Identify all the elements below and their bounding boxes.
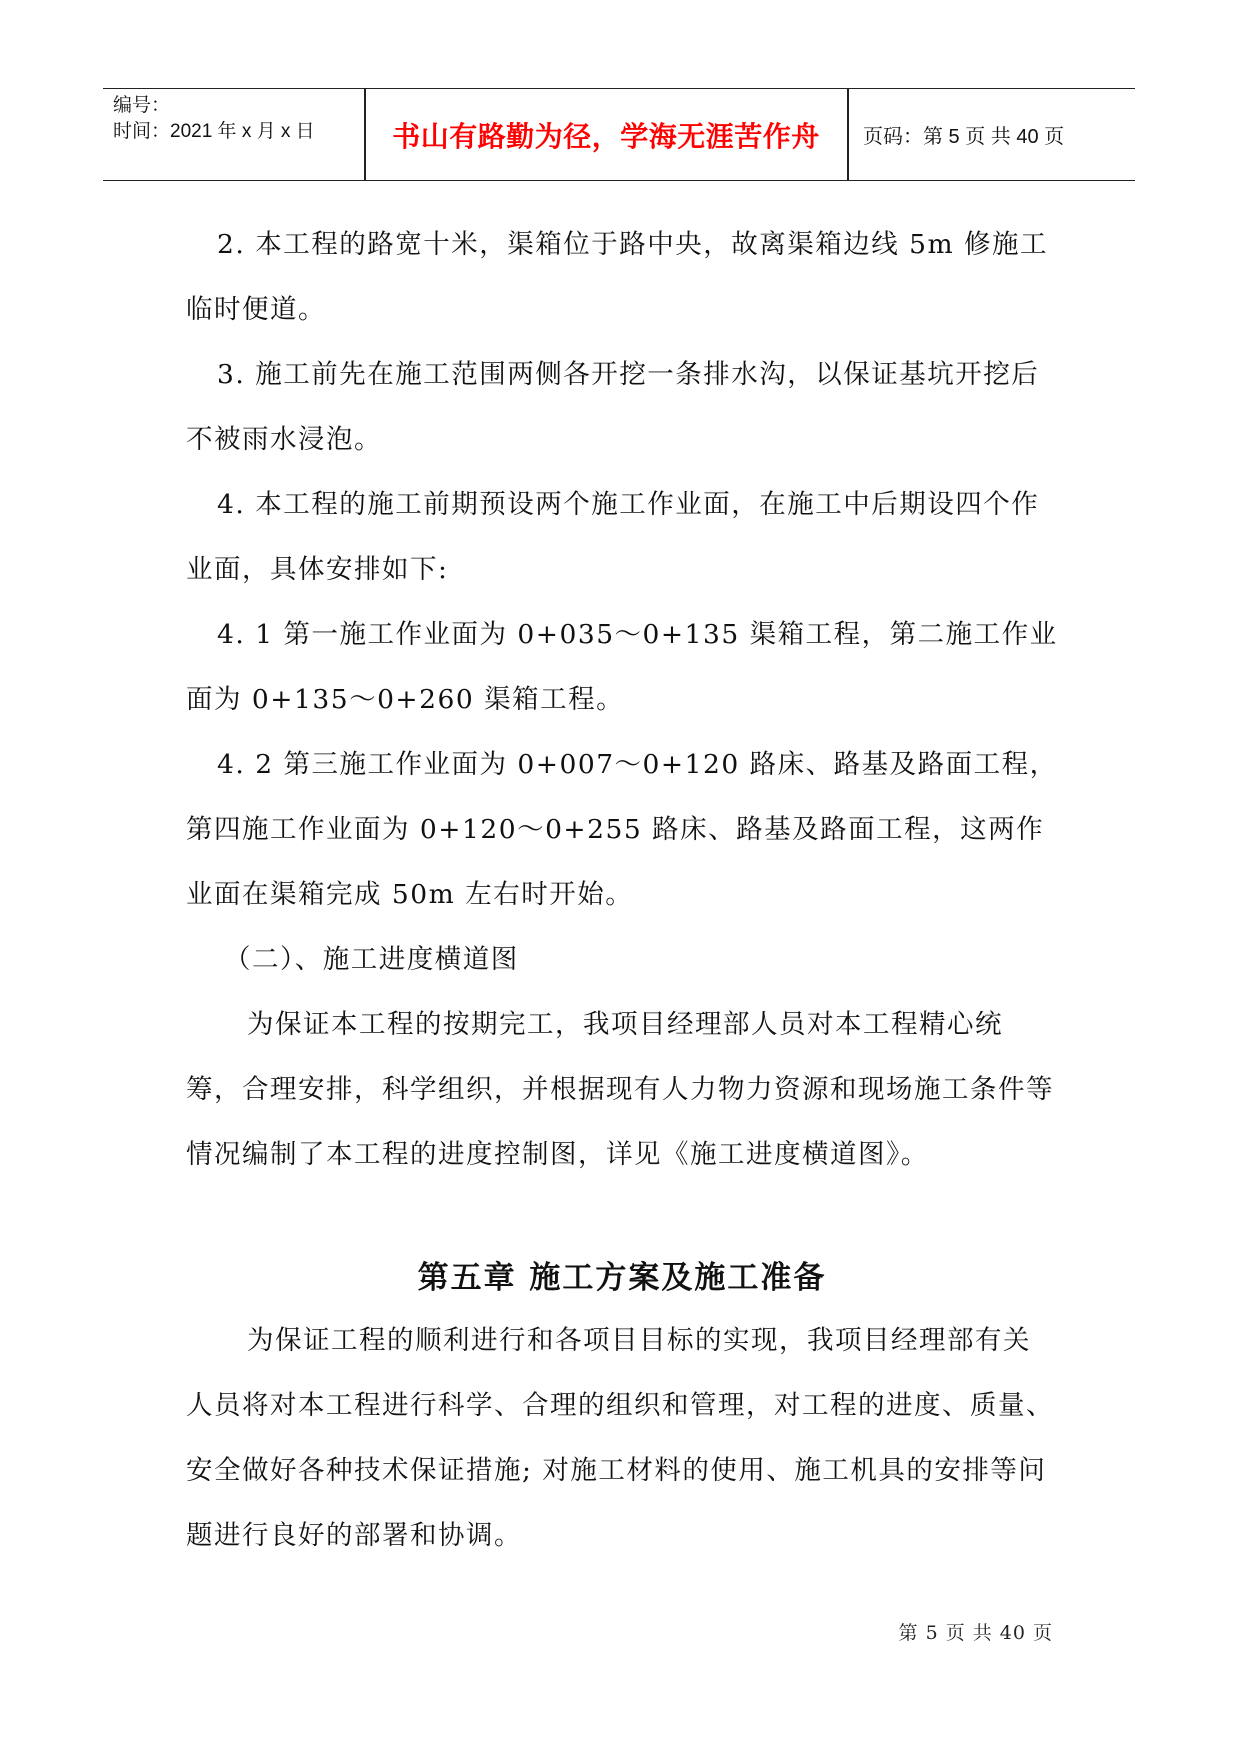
paragraph-item-4-2: 4. 2 第三施工作业面为 0+007～0+120 路床、路基及路面工程，第四施工作业面为 0+120～0+255 路床、路基及路面工程，这两作业面在渠箱完成 50m 左右时开始。 [186,749,1058,910]
header-divider-right [847,89,849,180]
header-page-code: 页码：第 5 页 共 40 页 [863,126,1065,148]
chapter-title: 第五章 施工方案及施工准备 [417,1260,827,1296]
paragraph-item-4-1: 4. 1 第一施工作业面为 0+035～0+135 渠箱工程，第二施工作业面为 0+135～0+260 渠箱工程。 [186,619,1058,715]
paragraph-chapter-intro: 为保证工程的顺利进行和各项目目标的实现，我项目经理部有关人员将对本工程进行科学、合理的组织和管理，对工程的进度、质量、安全做好各种技术保证措施; 对施工材料的使用、施工机具的安排等问题进行良好的部署和协调。 [186,1325,1054,1551]
header-motto: 书山有路勤为径，学海无涯苦作舟 [392,119,820,153]
header-time-label: 时间：2021 年 x 月 x 日 [113,121,315,142]
section-subheading: （二）、施工进度横道图 [224,944,519,975]
paragraph-schedule: 为保证本工程的按期完工，我项目经理部人员对本工程精心统筹，合理安排，科学组织，并根据现有人力物力资源和现场施工条件等情况编制了本工程的进度控制图，详见《施工进度横道图》。 [186,1009,1054,1170]
paragraph-item-3: 3. 施工前先在施工范围两侧各开挖一条排水沟，以保证基坑开挖后不被雨水浸泡。 [186,359,1040,455]
header-number-label: 编号： [113,95,171,116]
page-header [103,88,1135,181]
page-footer: 第 5 页 共 40 页 [898,1622,1053,1644]
document-body [186,212,1058,1568]
paragraph-item-2: 2. 本工程的路宽十米，渠箱位于路中央，故离渠箱边线 5m 修施工临时便道。 [186,229,1049,325]
paragraph-item-4: 4. 本工程的施工前期预设两个施工作业面，在施工中后期设四个作业面，具体安排如下: [186,489,1040,585]
